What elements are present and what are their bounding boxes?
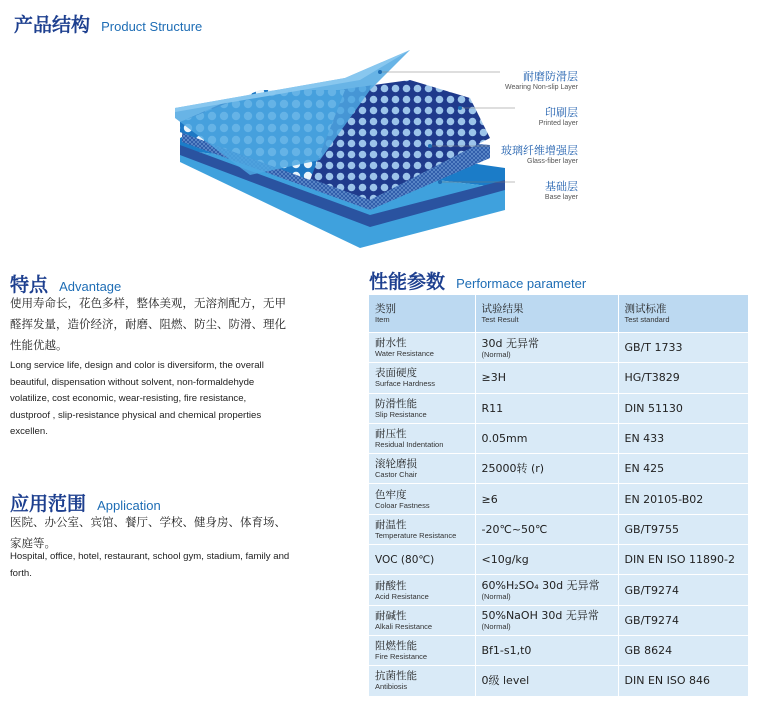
cell-item bbox=[369, 635, 475, 665]
product-structure-title-zh: 产品结构 bbox=[14, 14, 91, 36]
cell-result-note: (Normal) bbox=[481, 592, 511, 602]
application-text-zh bbox=[10, 512, 340, 554]
cell-item-zh: 耐温性 bbox=[375, 518, 407, 531]
cell-item bbox=[369, 575, 475, 605]
application-en-line: forth. bbox=[10, 567, 32, 579]
cell-standard bbox=[618, 423, 748, 453]
cell-item bbox=[369, 484, 475, 514]
cell-item-en: Acid Resistance bbox=[375, 591, 429, 601]
advantage-en-line: Long service life, design and color is diversiform, the overall bbox=[10, 360, 264, 371]
cell-standard-value: HG/T3829 bbox=[624, 371, 680, 385]
table-row bbox=[369, 575, 748, 605]
cell-result bbox=[475, 666, 618, 696]
performance-title bbox=[369, 267, 586, 294]
table-row bbox=[369, 423, 748, 453]
cell-result bbox=[475, 545, 618, 575]
cell-standard bbox=[618, 545, 748, 575]
advantage-zh-line: 使用寿命长，花色多样，整体美观，无溶剂配方，无甲 bbox=[10, 296, 286, 310]
cell-item bbox=[369, 514, 475, 544]
label-wearing-layer-zh: 耐磨防滑层 bbox=[523, 70, 578, 83]
advantage-text-en bbox=[10, 358, 328, 441]
performance-table bbox=[369, 295, 748, 697]
table-row bbox=[369, 605, 748, 635]
table-header-row bbox=[369, 295, 748, 333]
cell-result bbox=[475, 484, 618, 514]
cell-standard bbox=[618, 363, 748, 393]
application-title-zh: 应用范围 bbox=[10, 493, 87, 515]
label-base-layer-zh: 基础层 bbox=[545, 180, 578, 193]
cell-item-en: Alkali Resistance bbox=[375, 621, 433, 631]
header-item-en: Item bbox=[375, 315, 390, 324]
cell-standard bbox=[618, 484, 748, 514]
advantage-zh-line: 性能优越。 bbox=[10, 338, 68, 352]
cell-item bbox=[369, 333, 475, 363]
label-glass-fiber-layer-zh: 玻璃纤维增强层 bbox=[501, 144, 578, 157]
label-printed-layer-zh: 印刷层 bbox=[545, 106, 578, 119]
cell-item-en: Coloar Fastness bbox=[375, 500, 430, 510]
cell-result-value: ≥6 bbox=[481, 492, 498, 506]
table-row bbox=[369, 454, 748, 484]
product-structure-title-en: Product Structure bbox=[101, 19, 203, 34]
cell-item-zh: 表面硬度 bbox=[375, 367, 417, 380]
cell-standard bbox=[618, 514, 748, 544]
cell-standard-value: DIN EN ISO 11890-2 bbox=[624, 553, 735, 567]
cell-standard bbox=[618, 666, 748, 696]
table-row bbox=[369, 514, 748, 544]
advantage-title-zh: 特点 bbox=[10, 274, 49, 296]
header-result-zh: 试验结果 bbox=[481, 303, 524, 315]
label-glass-fiber-layer bbox=[428, 142, 578, 165]
cell-standard-value: DIN 51130 bbox=[624, 401, 683, 415]
cell-item-zh: VOC (80℃) bbox=[375, 553, 435, 566]
cell-result-value: 25000转 (r) bbox=[481, 462, 545, 476]
cell-standard bbox=[618, 575, 748, 605]
header-item-zh: 类别 bbox=[375, 303, 396, 315]
cell-item bbox=[369, 423, 475, 453]
application-en-line: Hospital, office, hotel, restaurant, school gym, stadium, family and bbox=[10, 551, 290, 562]
cell-standard-value: EN 433 bbox=[624, 432, 665, 446]
cell-standard-value: GB/T9274 bbox=[624, 583, 679, 597]
label-base-layer bbox=[428, 178, 578, 201]
table-row bbox=[369, 333, 748, 363]
application-title-en: Application bbox=[97, 498, 161, 513]
cell-standard-value: EN 425 bbox=[624, 462, 665, 476]
cell-item-en: Fire Resistance bbox=[375, 652, 428, 662]
cell-item-en: Residual Indentation bbox=[375, 440, 444, 450]
cell-item-en: Slip Resistance bbox=[375, 409, 427, 419]
application-zh-line: 家庭等。 bbox=[10, 536, 56, 550]
cell-result bbox=[475, 363, 618, 393]
cell-item-zh: 阻燃性能 bbox=[375, 640, 417, 653]
cell-standard bbox=[618, 635, 748, 665]
cell-standard bbox=[618, 393, 748, 423]
advantage-text-zh bbox=[10, 293, 330, 356]
cell-item-zh: 滚轮磨损 bbox=[375, 458, 417, 471]
cell-item-en: Surface Hardness bbox=[375, 379, 436, 389]
cell-item-en: Antibiosis bbox=[375, 682, 408, 692]
cell-result-value: 0.05mm bbox=[481, 432, 528, 446]
performance-title-en: Performace parameter bbox=[456, 276, 587, 291]
advantage-en-line: excellen. bbox=[10, 426, 48, 437]
cell-item bbox=[369, 363, 475, 393]
advantage-en-line: volatilize, cost economic, wear-resisting, fire resistance, bbox=[10, 393, 247, 404]
cell-result-value: 50%NaOH 30d 无异常 bbox=[481, 609, 599, 623]
header-item bbox=[369, 295, 475, 333]
cell-result-value: ≥3H bbox=[481, 371, 506, 385]
table-row bbox=[369, 484, 748, 514]
advantage-zh-line: 醛挥发量，造价经济，耐磨、阻燃、防尘、防滑、理化 bbox=[10, 317, 286, 331]
cell-result bbox=[475, 333, 618, 363]
cell-item-zh: 抗菌性能 bbox=[375, 670, 417, 683]
cell-result-value: 30d 无异常 bbox=[481, 336, 539, 350]
label-wearing-layer-en: Wearing Non-slip Layer bbox=[504, 84, 578, 91]
header-standard bbox=[618, 295, 748, 333]
cell-item-en: Castor Chair bbox=[375, 470, 418, 480]
cell-item-zh: 耐水性 bbox=[375, 337, 407, 350]
table-row bbox=[369, 545, 748, 575]
table-row bbox=[369, 635, 748, 665]
advantage-en-line: beautiful, dispensation without solvent, non-formaldehyde bbox=[10, 376, 255, 388]
cell-result bbox=[475, 575, 618, 605]
cell-standard bbox=[618, 333, 748, 363]
cell-result bbox=[475, 635, 618, 665]
cell-result-value: Bf1-s1,t0 bbox=[481, 644, 532, 658]
application-zh-line: 医院、办公室、宾馆、餐厅、学校、健身房、体育场、 bbox=[10, 515, 286, 529]
label-printed-layer-en: Printed layer bbox=[538, 120, 578, 127]
cell-standard bbox=[618, 605, 748, 635]
cell-item-zh: 防滑性能 bbox=[375, 397, 417, 410]
header-result bbox=[475, 295, 618, 333]
cell-item-en: Temperature Resistance bbox=[375, 530, 457, 540]
cell-result bbox=[475, 605, 618, 635]
cell-standard-value: GB/T 1733 bbox=[624, 341, 683, 355]
label-wearing-layer bbox=[428, 68, 578, 91]
cell-result-note: (Normal) bbox=[481, 622, 511, 632]
cell-result bbox=[475, 454, 618, 484]
header-result-en: Test Result bbox=[481, 315, 519, 324]
label-glass-fiber-layer-en: Glass-fiber layer bbox=[527, 158, 578, 165]
cell-item bbox=[369, 605, 475, 635]
cell-result-note: (Normal) bbox=[481, 349, 511, 359]
cell-standard-value: EN 20105-B02 bbox=[624, 492, 704, 506]
cell-result-value: <10g/kg bbox=[481, 553, 529, 567]
cell-standard-value: DIN EN ISO 846 bbox=[624, 674, 710, 688]
header-standard-en: Test standard bbox=[624, 315, 670, 324]
cell-item bbox=[369, 666, 475, 696]
cell-item bbox=[369, 393, 475, 423]
cell-result-value: 60%H₂SO₄ 30d 无异常 bbox=[481, 579, 600, 593]
cell-item-zh: 耐酸性 bbox=[375, 579, 407, 592]
product-structure-title bbox=[14, 10, 202, 37]
table-row bbox=[369, 666, 748, 696]
cell-item-zh: 耐压性 bbox=[375, 428, 407, 441]
cell-item-zh: 耐碱性 bbox=[375, 609, 407, 622]
cell-result bbox=[475, 514, 618, 544]
application-text-en bbox=[10, 549, 340, 582]
cell-item bbox=[369, 454, 475, 484]
label-base-layer-en: Base layer bbox=[544, 194, 578, 201]
cell-standard bbox=[618, 454, 748, 484]
table-row bbox=[369, 393, 748, 423]
cell-item bbox=[369, 545, 475, 575]
cell-result-value: 0级 level bbox=[481, 674, 530, 688]
cell-result-value: -20℃~50℃ bbox=[481, 522, 548, 536]
cell-result bbox=[475, 393, 618, 423]
cell-result bbox=[475, 423, 618, 453]
cell-item-zh: 色牢度 bbox=[375, 488, 407, 501]
table-row bbox=[369, 363, 748, 393]
header-standard-zh: 测试标准 bbox=[624, 303, 667, 315]
cell-result-value: R11 bbox=[481, 401, 504, 415]
cell-standard-value: GB/T9755 bbox=[624, 522, 679, 536]
cell-standard-value: GB 8624 bbox=[624, 644, 673, 658]
cell-item-en: Water Resistance bbox=[375, 349, 434, 359]
advantage-title-en: Advantage bbox=[59, 279, 122, 294]
advantage-en-line: dustproof , slip-resistance physical and chemical properties bbox=[10, 409, 262, 421]
cell-standard-value: GB/T9274 bbox=[624, 613, 679, 627]
label-printed-layer bbox=[428, 104, 578, 127]
performance-title-zh: 性能参数 bbox=[369, 271, 446, 293]
